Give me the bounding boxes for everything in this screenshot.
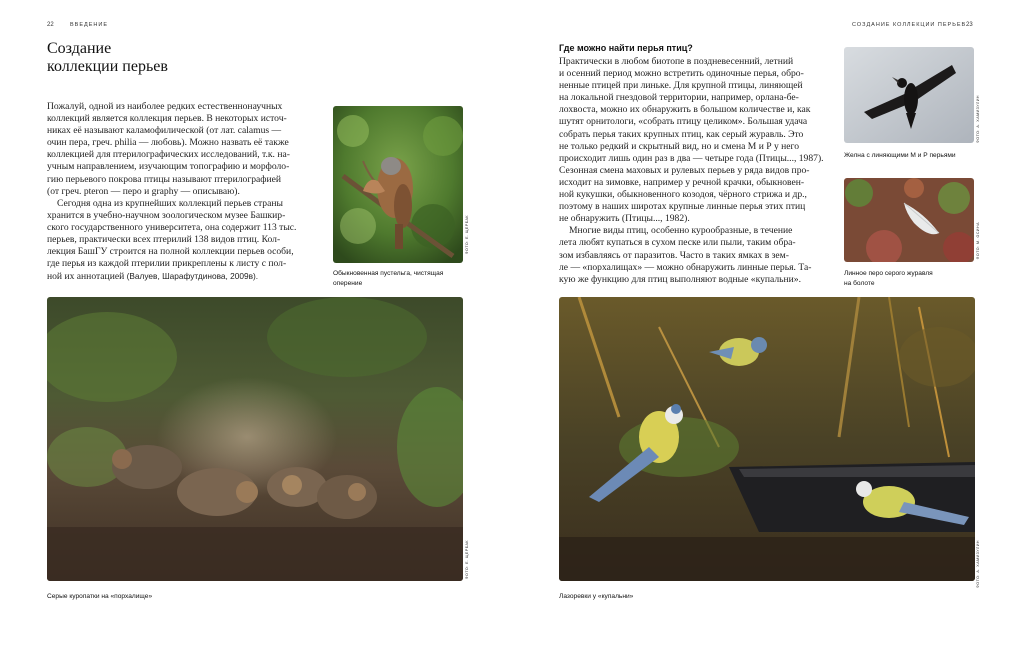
crane-feather-caption (844, 269, 933, 289)
left-body-text (47, 101, 327, 283)
text-line (47, 270, 327, 283)
text-line: никах её называют каламофилической (от лат. calamus — (47, 125, 282, 137)
right-page-number: 23 (966, 22, 973, 28)
text-line: ной кукушки, обыкновенного козодоя, чёрного стрижа и др., (559, 189, 807, 201)
citation: (Валуев, Шарафутдинова, 2009в). (126, 271, 259, 282)
left-paragraph-2 (47, 198, 327, 284)
right-paragraph-1 (559, 56, 839, 225)
text-line: Многие виды птиц, особенно курообразные, в течение (569, 225, 793, 237)
page-title (47, 40, 168, 76)
text-line: коллекцией для птерилографических исследований, т.к. на- (47, 149, 290, 161)
text-line: и осенний период можно встретить одиночные перья, обро- (559, 68, 804, 80)
crane-feather-photo (844, 178, 974, 262)
text-line: происходит лишь один раз в два — четыре года (Птицы..., 1987). (559, 152, 824, 164)
title-line-2: коллекции перьев (47, 58, 168, 75)
section-subhead: Где можно найти перья птиц? (559, 43, 693, 53)
text-line: Сезонная смена маховых и рулевых перьев у ряда видов про- (559, 164, 810, 176)
caption-line: оперение (333, 280, 363, 287)
text-line: поэтому в наших широтах крупные линные перья этих птиц (559, 201, 806, 213)
text-line: коллекций является коллекция перьев. В некоторых источ- (47, 113, 287, 125)
text-line: исходит на зимовке, например у речной крачки, обыкновен- (559, 176, 805, 188)
caption-line: Линное перо серого журавля (844, 270, 933, 277)
blue-tits-photo (559, 297, 975, 581)
text-line: ле — «порхалищах» — можно обнаружить линные перья. Та- (559, 261, 812, 273)
right-body-text (559, 56, 839, 286)
blue-tits-caption: Лазоревки у «купальни» (559, 593, 634, 600)
woodpecker-caption: Желна с линяющими М и Р перьями (844, 152, 956, 159)
kestrel-photo-credit: ФОТО: Е. ЩЕРБАК (465, 215, 469, 255)
text-line: перьев, практически всех птерилий 138 видов птиц. Кол- (47, 234, 281, 246)
text-line: не обнаружить (Птицы..., 1982). (559, 213, 690, 225)
right-running-head: СОЗДАНИЕ КОЛЛЕКЦИИ ПЕРЬЕВ (852, 22, 967, 28)
text-line: Пожалуй, одной из наиболее редких естественнонаучных (47, 101, 283, 112)
woodpecker-photo (844, 47, 974, 143)
text-line: гию перьевого покрова птицы называют птерилографией (47, 173, 282, 185)
left-page-number: 22 (47, 22, 54, 28)
text-line: хранится в учебно-научном зоологическом музее Башкир- (47, 209, 286, 221)
text-line: лохвоста, можно их обнаружить в большом количестве и, как (559, 104, 811, 116)
left-paragraph-1 (47, 101, 327, 198)
woodpecker-photo-credit: ФОТО: А. ХАМИЗУЛИН (976, 95, 980, 143)
text-line: ского государственного университета, она содержит 113 тыс. (47, 221, 297, 233)
title-line-1: Создание (47, 40, 112, 57)
text-fragment: ной их аннотацией (47, 271, 125, 283)
left-running-head: ВВЕДЕНИЕ (70, 22, 108, 28)
blue-tits-photo-credit: ФОТО: А. ХАМИЗУЛИН (976, 540, 980, 588)
partridges-photo (47, 297, 463, 581)
text-line: Практически в любом биотопе в поздневесенний, летний (559, 56, 794, 67)
text-line: лета любят купаться в сухом песке или пыли, таким обра- (559, 237, 796, 249)
text-line: (от греч. pteron — перо и graphy — описываю). (47, 185, 240, 197)
partridges-caption: Серые куропатки на «порхалище» (47, 593, 153, 600)
text-line: ненные птицей при линьке. Для крупной птицы, линяющей (559, 80, 803, 92)
text-line: шутят орнитологи, «собрать птицу целиком». Большая удача (559, 116, 808, 128)
text-line: кую же функцию для птиц выполняют водные «купальни». (559, 273, 801, 285)
partridges-photo-credit: ФОТО: Е. ЩЕРБАК (465, 540, 469, 580)
text-line: собрать перья таких крупных птиц, как серый журавль. Это (559, 128, 804, 140)
kestrel-photo (333, 106, 463, 263)
right-paragraph-2 (559, 225, 839, 285)
kestrel-caption (333, 269, 443, 289)
text-line: очин пера, греч. philia — любовь). Можно назвать её также (47, 137, 289, 149)
crane-feather-photo-credit: ФОТО: М. ОСИНА (976, 222, 980, 260)
text-line: зом избавляясь от паразитов. Часто в таких ямках в зем- (559, 249, 789, 261)
text-line: не только редкий и скрытный вид, но и смена М и Р у него (559, 140, 800, 152)
text-line: на локальной гнездовой территории, например, орлана-бе- (559, 92, 799, 104)
text-line: лекция БашГУ строится на полной коллекции перьев особи, (47, 246, 294, 258)
caption-line: Обыкновенная пустельга, чистящая (333, 270, 444, 277)
text-line: где перья из каждой птерилии прикреплены к листу с пол- (47, 258, 287, 270)
text-line: учным направлением, изучающим топографию и морфоло- (47, 161, 290, 173)
caption-line: на болоте (844, 280, 875, 287)
text-line: Сегодня одна из крупнейших коллекций перьев страны (57, 197, 283, 209)
